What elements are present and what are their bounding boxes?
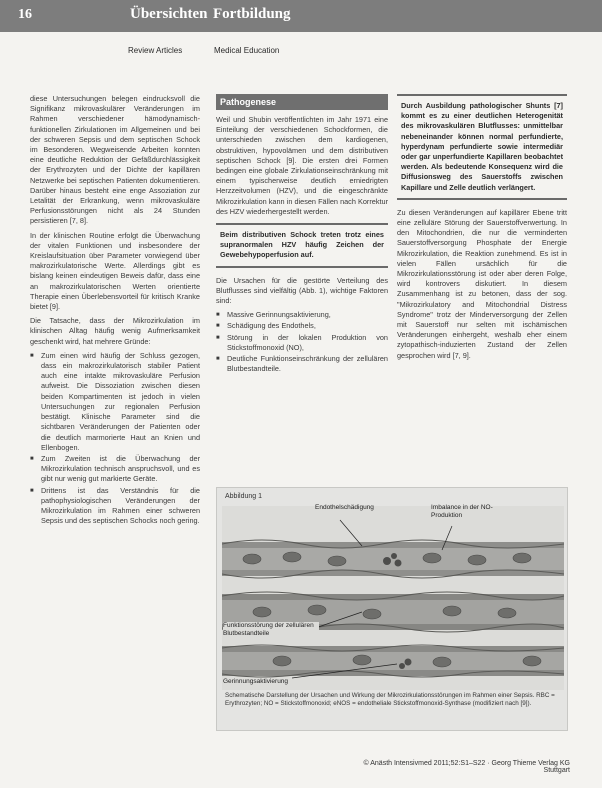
list-item: ■ Störung in der lokalen Produktion von Stickstoffmonoxid (NO),: [216, 333, 388, 353]
highlight-box: Durch Ausbildung pathologischer Shunts [7] kommt es zu einer deutlichen Heterogenität des mikrovaskulären Blutflusses: unmittelbar nebeneinander können normal perfundierte, hyperdynam perfundierte sowie intermediär oder gar unperfundierte Kapillaren beobachtet werden. Als bedeutende Konsequenz wird die Diffusionsweg des Sauerstoffs zwischen Kapillare und Zelle deutlich verlängert.: [397, 94, 567, 200]
figure: [216, 487, 568, 731]
annotation-endothelium: Endothelschädigung: [315, 504, 374, 511]
header-bar: [0, 0, 602, 32]
paragraph: Die Tatsache, dass der Mikrozirkulation im klinischen Alltag häufig wenig Aufmerksamkeit geschenkt wird, hat mehrere Gründe:: [30, 316, 200, 346]
category-title: Fortbildung: [213, 6, 291, 22]
list-item: ■ Massive Gerinnungsaktivierung,: [216, 310, 388, 320]
section-title: Übersichten: [130, 6, 208, 22]
paragraph: Zu diesen Veränderungen auf kapillärer Ebene tritt eine zelluläre Störung der Sauerstoffverwertung. In den Mitochondrien, die nur die verminderten Sauerstoffversorgung Phosphate der Energie Mikrozirkulation, die Reaktion zunehmend. Es ist in vielen Fällen ursächlich für die Mikrozirkulationsstörung ist oder aber deren Folge, wird kontrovers diskutiert. In diesem Zusammenhang ist zu betonen, dass der sog. "Mikrozirkulatory and Mitochondrial Distress Syndrome" trotz der Minderversorgung der Zellen mit Sauerstoff nur selten mit ischämischen Veränderungen einhergeht, weshalb eher einem zytopathisch-induzierten Zustand der Zellen gesprochen wird [7, 9].: [397, 207, 567, 360]
figure-label: Abbildung 1: [225, 493, 262, 500]
column-right: [397, 94, 567, 365]
list-item: ■ Schädigung des Endothels,: [216, 321, 388, 331]
list-item: ■ Drittens ist das Verständnis für die pathophysiologischen Veränderungen der Mikrozirkulation im Rahmen einer schweren Sepsis und des septischen Schocks noch gering.: [30, 486, 200, 527]
page-number: 16: [18, 7, 32, 22]
annotation-blood-cells: Funktionsstörung der zellulären Blutbestandteile: [223, 622, 319, 638]
annotation-coagulation: Gerinnungsaktivierung: [223, 678, 289, 685]
column-middle: [216, 94, 388, 378]
footer-copyright: © Anästh Intensivmed 2011;52:S1–S22 · Georg Thieme Verlag KG Stuttgart: [363, 760, 570, 774]
paragraph: Weil und Shubin veröffentlichten im Jahr 1971 eine Einteilung der verschiedenen Schockformen, die unterschieden zwischen dem kardiogenen, obstruktiven, hypovolämen und dem distributiven septischen Schock [9]. Die ersten drei Formen bedingen eine globale Zirkulationseinschränkung mit einem typischerweise deutlich erniedrigten Herzzeitvolumen (HZV), und die eingeschränkte Mikrozirkulation kann in diesen Fällen nach Korrektur des HZV wiederhergestellt werden.: [216, 115, 388, 216]
subsection-left: Review Articles: [128, 46, 183, 55]
bullet-list: [30, 351, 200, 526]
paragraph: In der klinischen Routine erfolgt die Überwachung der vitalen Funktionen und insbesondere der Kreislaufsituation über Parameter vorwiegend über makrozirkulatorische Werte. Allerdings gibt es bislang keinen eindeutigen Beweis dafür, dass eine an makrozirkulatorischen Werten orientierte Therapie einen Überlebensvorteil für kritisch Kranke bietet [9].: [30, 230, 200, 312]
list-item: ■ Deutliche Funktionseinschränkung der zellulären Blutbestandteile.: [216, 354, 388, 374]
subsection-right: Medical Education: [214, 46, 280, 55]
list-item: ■ Zum Zweiten ist die Überwachung der Mikrozirkulation technisch anspruchsvoll, und es gibt nur wenig gut markierte Geräte.: [30, 454, 200, 485]
highlight-box: Beim distributiven Schock treten trotz eines supranormalen HZV häufig Zeichen der Gewebehypoperfusion auf.: [216, 223, 388, 268]
list-item: ■ Zum einen wird häufig der Schluss gezogen, dass ein makrozirkulatorisch stabiler Patient auch eine intakte mikrovaskuläre Perfusion aufweist. Die Dissoziation zwischen diesen beiden Kompartimenten ist jedoch in vielen Untersuchungen zur regionalen Perfusion bestätigt. Klinische Parameter sind die sichtbaren Veränderungen der Patienten oder die deutlich marmorierte Haut an Knien und Ellenbogen.: [30, 351, 200, 453]
bullet-list: [216, 310, 388, 374]
microcirculation-illustration: [222, 506, 564, 690]
paragraph: Die Ursachen für die gestörte Verteilung des Blutflusses sind vielfältig (Abb. 1), wichtige Faktoren sind:: [216, 275, 388, 306]
section-heading: Pathogenese: [216, 94, 388, 110]
paragraph: diese Untersuchungen belegen eindrucksvoll die Signifikanz mikrovaskulärer Veränderungen im Rahmen verschiedener hämodynamisch-funktionellen Zirkulationen im Allgemeinen und bei der schweren Sepsis und dem septischen Schock im Besonderen. Wegweisende Arbeiten konnten eine deutliche Reduktion der Gefäßdurchlässigkeit der Erythrozyten und der Dichte der kapillären Netzwerke bei septischen Patienten dokumentieren. Darüber hinaus besteht eine enge Assoziation zur Letalität der Erkrankung, wenn mikrovaskuläre Perfusionsstörungen nicht als 24 Stunden persistieren [7, 8].: [30, 94, 200, 226]
column-left: [30, 94, 200, 530]
figure-caption: Schematische Darstellung der Ursachen und Wirkung der Mikrozirkulationsstörungen im Rahmen einer Sepsis. RBC = Erythrozyten; NO = Stickstoffmonoxid; eNOS = endotheliale Stickstoffmonoxid-Synthase (modifiziert nach [9]).: [225, 692, 555, 707]
annotation-no-production: Imbalance in der NO-Produktion: [431, 504, 493, 519]
